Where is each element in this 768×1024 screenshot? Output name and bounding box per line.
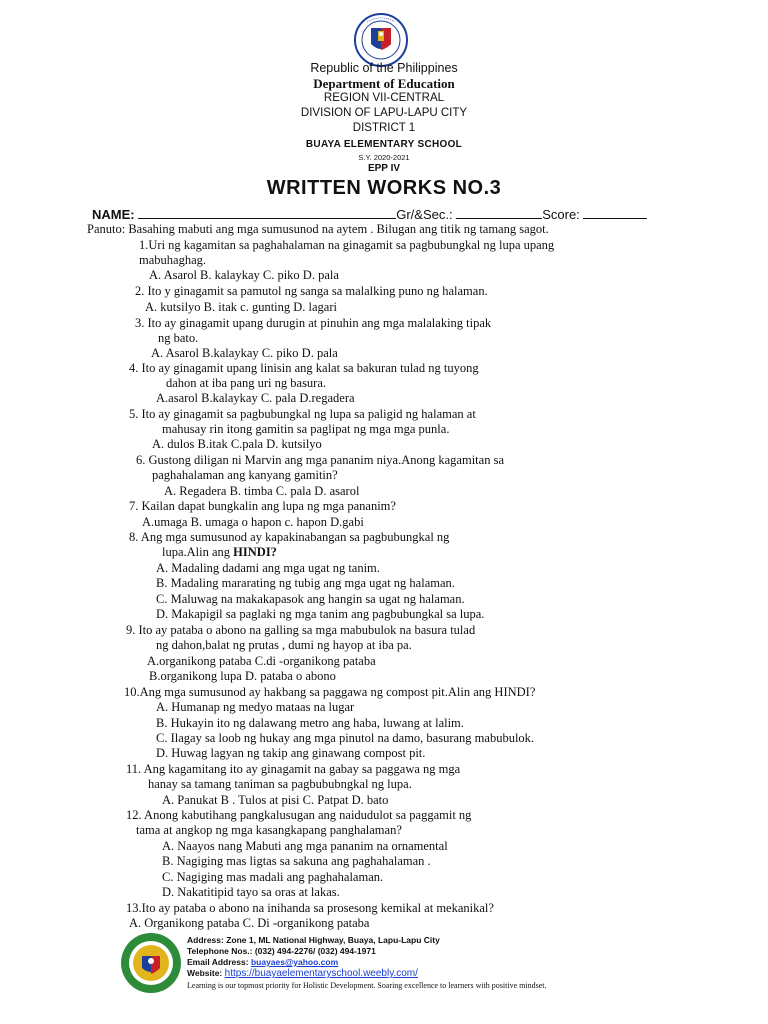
answer-choices: A.organikong pataba C.di -organikong pataba bbox=[147, 654, 376, 668]
question-text: 3. Ito ay ginagamit upang durugin at pinuhin ang mga malalaking tipak bbox=[135, 316, 492, 330]
question-text: 10.Ang mga sumusunod ay hakbang sa paggawa ng compost pit.Alin ang HINDI? bbox=[124, 685, 536, 699]
question-text: mabuhaghag. bbox=[139, 253, 206, 267]
question-text-part: lupa.Alin ang bbox=[162, 545, 234, 559]
question-text: 7. Kailan dapat bungkalin ang lupa ng mga pananim? bbox=[129, 499, 396, 513]
department-line: Department of Education bbox=[313, 76, 455, 91]
answer-choices: A. kutsilyo B. itak c. gunting D. lagari bbox=[145, 300, 337, 314]
question-text: 12. Anong kabutihang pangkalusugan ang naidudulot sa paggamit ng bbox=[126, 808, 472, 822]
question-text: 2. Ito y ginagamit sa pamutol ng sanga sa malalking puno ng halaman. bbox=[135, 284, 488, 298]
footer-address: Address: Zone 1, ML National Highway, Buaya, Lapu-Lapu City bbox=[187, 935, 440, 945]
question-text: mahusay rin itong gamitin sa paglipat ng mga mga punla. bbox=[162, 422, 450, 436]
question-text: dahon at iba pang uri ng basura. bbox=[166, 376, 327, 390]
question-text bbox=[162, 545, 277, 560]
answer-choices: A. Asarol B.kalaykay C. piko D. pala bbox=[151, 346, 338, 360]
school-name: BUAYA ELEMENTARY SCHOOL bbox=[305, 139, 463, 150]
answer-choice: D. Makapigil sa paglaki ng mga tanim ang pagbubungkal sa lupa. bbox=[156, 607, 485, 621]
score-label: Score: bbox=[542, 207, 580, 222]
answer-choice: B. Hukayin ito ng dalawang metro ang haba, luwang at lalim. bbox=[156, 716, 464, 730]
name-blank[interactable] bbox=[138, 206, 396, 219]
question-text: 9. Ito ay pataba o abono na galling sa mga mabubulok na basura tulad bbox=[126, 623, 476, 637]
answer-choices: A. Asarol B. kalaykay C. piko D. pala bbox=[149, 268, 339, 282]
school-year: S.Y. 2020-2021 bbox=[358, 153, 410, 162]
footer-website bbox=[187, 968, 418, 979]
answer-choices: A. Organikong pataba C. Di -organikong pataba bbox=[129, 916, 370, 930]
region-line: REGION VII-CENTRAL bbox=[323, 92, 445, 104]
question-text: paghahalaman ang kanyang gamitin? bbox=[152, 468, 338, 482]
question-text: 11. Ang kagamitang ito ay ginagamit na gabay sa paggawa ng mga bbox=[126, 762, 461, 776]
answer-choice: B. Nagiging mas ligtas sa sakuna ang paghahalaman . bbox=[162, 854, 431, 868]
page-title: WRITTEN WORKS NO.3 bbox=[266, 177, 502, 199]
answer-choices: B.organikong lupa D. pataba o abono bbox=[149, 669, 336, 683]
answer-choice: A. Naayos nang Mabuti ang mga pananim na ornamental bbox=[162, 839, 448, 853]
deped-seal-logo bbox=[339, 12, 423, 68]
directions: Panuto: Basahing mabuti ang mga sumusunod na aytem . Bilugan ang titik ng tamang sagot. bbox=[87, 222, 549, 236]
website-link[interactable]: https://buayaelementaryschool.weebly.com/ bbox=[224, 968, 418, 979]
name-line bbox=[92, 206, 647, 222]
division-line: DIVISION OF LAPU-LAPU CITY bbox=[300, 107, 468, 119]
answer-choice: D. Nakatitipid tayo sa oras at lakas. bbox=[162, 885, 340, 899]
website-label: Website: bbox=[187, 968, 223, 978]
question-text: 4. Ito ay ginagamit upang linisin ang kalat sa bakuran tulad ng tuyong bbox=[129, 361, 479, 375]
question-text: 8. Ang mga sumusunod ay kapakinabangan sa pagbubungkal ng bbox=[129, 530, 450, 544]
answer-choice: C. Maluwag na makakapasok ang hangin sa ugat ng halaman. bbox=[156, 592, 465, 606]
question-text: 1.Uri ng kagamitan sa paghahalaman na ginagamit sa pagbubungkal ng lupa upang bbox=[139, 238, 555, 252]
question-text: tama at angkop ng mga kasangkapang panghalaman? bbox=[136, 823, 402, 837]
name-label: NAME: bbox=[92, 207, 135, 222]
footer-motto: Learning is our topmost priority for Holistic Development. Soaring excellence to learners with positive mindset. bbox=[187, 981, 547, 990]
question-text: ng dahon,balat ng prutas , dumi ng hayop at iba pa. bbox=[156, 638, 412, 652]
answer-choice: C. Nagiging mas madali ang paghahalaman. bbox=[162, 870, 384, 884]
answer-choice: D. Huwag lagyan ng takip ang ginawang compost pit. bbox=[156, 746, 426, 760]
score-blank[interactable] bbox=[583, 206, 647, 219]
question-text: 13.Ito ay pataba o abono na inihanda sa prosesong kemikal at mekanikal? bbox=[126, 901, 494, 915]
hindi-emphasis: HINDI? bbox=[233, 545, 277, 559]
email-label: Email Address: bbox=[187, 957, 249, 967]
question-text: 6. Gustong diligan ni Marvin ang mga pananim niya.Anong kagamitan sa bbox=[136, 453, 504, 467]
question-text: ng bato. bbox=[158, 331, 199, 345]
answer-choices: A.asarol B.kalaykay C. pala D.regadera bbox=[156, 391, 355, 405]
answer-choice: A. Humanap ng medyo mataas na lugar bbox=[156, 700, 355, 714]
district-line: DISTRICT 1 bbox=[352, 122, 416, 134]
answer-choice: A. Madaling dadami ang mga ugat ng tanim. bbox=[156, 561, 380, 575]
footer-email bbox=[187, 957, 338, 968]
answer-choices: A.umaga B. umaga o hapon c. hapon D.gabi bbox=[142, 515, 364, 529]
answer-choice: C. Ilagay sa loob ng hukay ang mga pinutol na damo, basurang mabubulok. bbox=[156, 731, 535, 745]
school-seal-logo bbox=[120, 932, 182, 994]
republic-line: Republic of the Philippines bbox=[310, 61, 458, 75]
answer-choices: A. Regadera B. timba C. pala D. asarol bbox=[164, 484, 360, 498]
email-link[interactable]: buayaes@yahoo.com bbox=[250, 957, 339, 967]
footer-telephone: Telephone Nos.: (032) 494-2276/ (032) 494-1971 bbox=[187, 946, 376, 956]
answer-choices: A. dulos B.itak C.pala D. kutsilyo bbox=[152, 437, 322, 451]
question-text: 5. Ito ay ginagamit sa pagbubungkal ng lupa sa paligid ng halaman at bbox=[129, 407, 476, 421]
answer-choice: B. Madaling mararating ng tubig ang mga ugat ng halaman. bbox=[156, 576, 455, 590]
grade-section-label: Gr/&Sec.: bbox=[396, 207, 453, 222]
answer-choices: A. Panukat B . Tulos at pisi C. Patpat D. bato bbox=[162, 793, 389, 807]
question-text: hanay sa tamang taniman sa pagbububngkal ng lupa. bbox=[148, 777, 412, 791]
subject-label: EPP IV bbox=[367, 163, 401, 174]
grade-section-blank[interactable] bbox=[456, 206, 542, 219]
